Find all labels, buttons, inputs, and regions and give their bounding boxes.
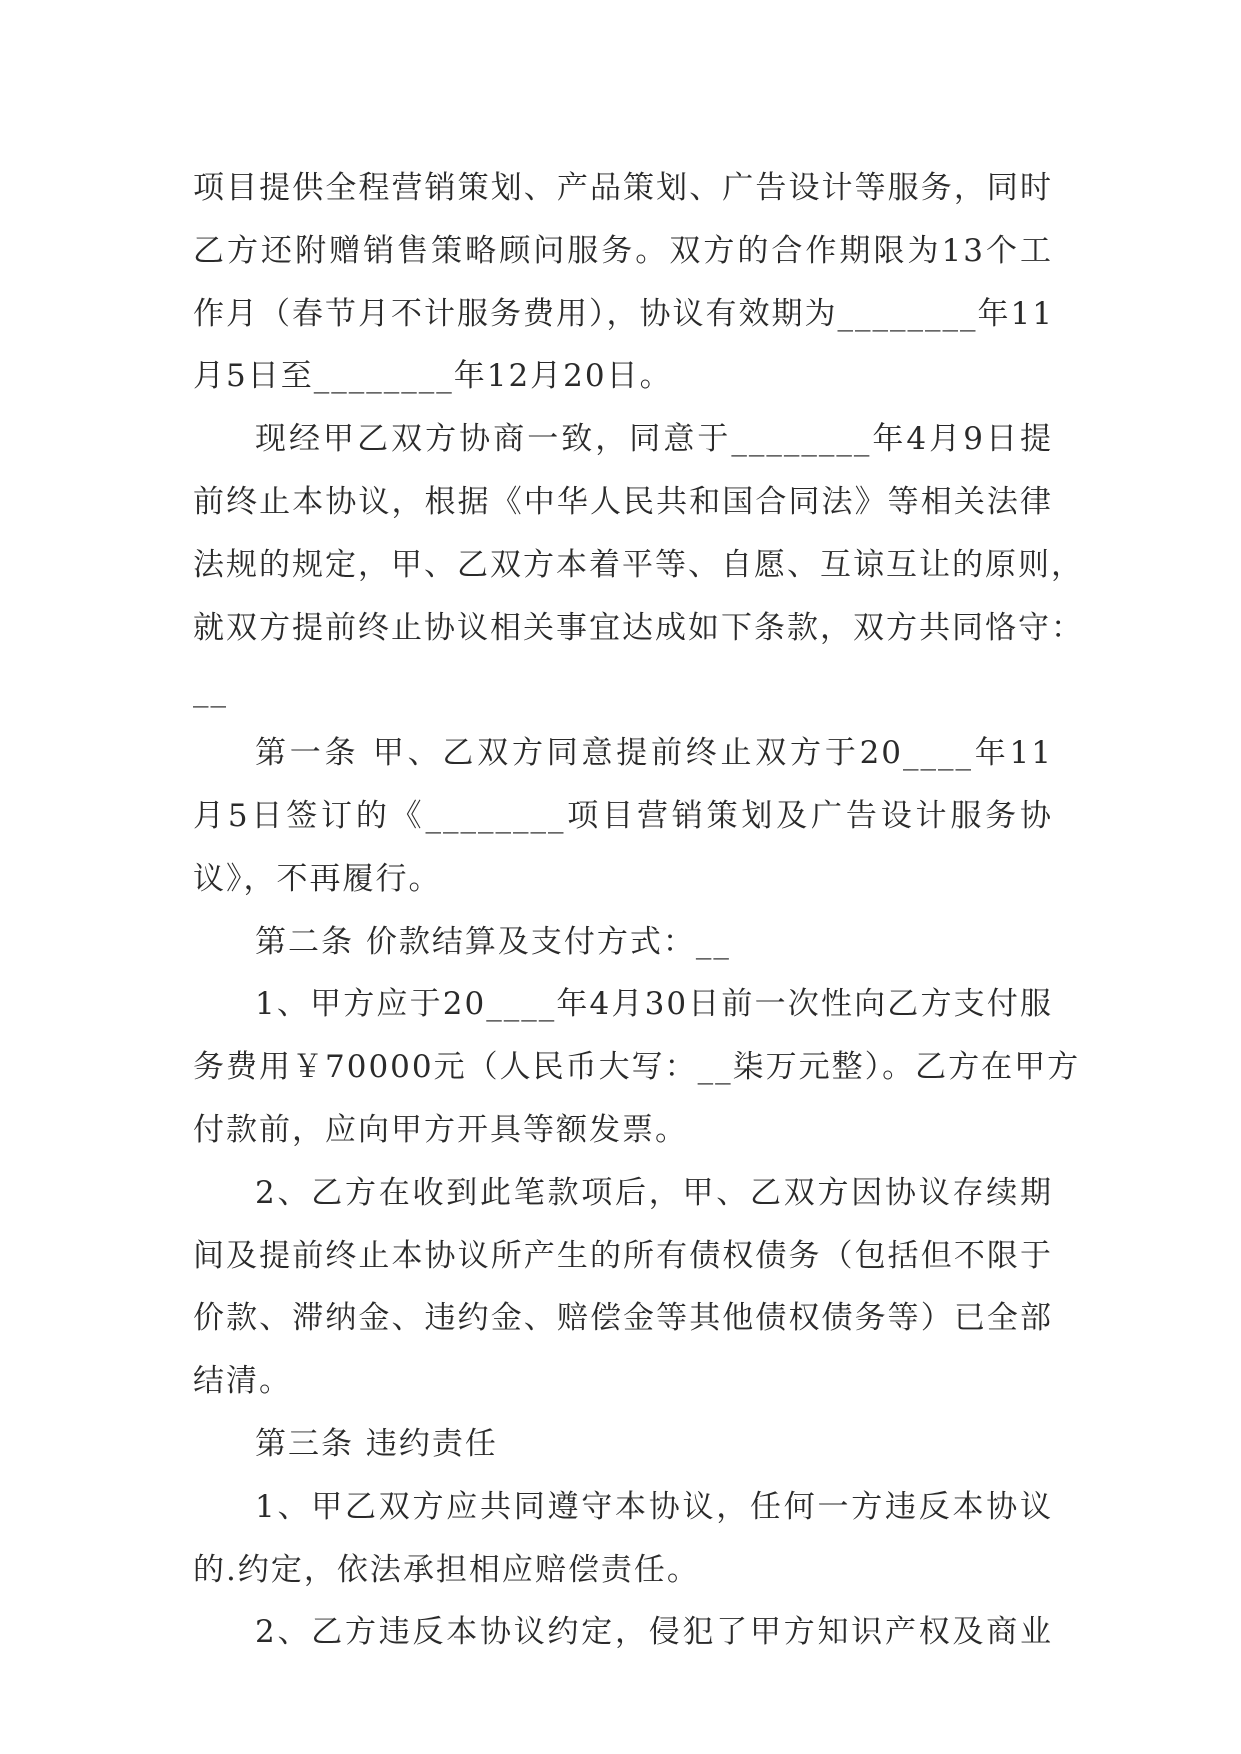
text-line: 现经甲乙双方协商一致，同意于________年4月9日提 (255, 421, 1053, 458)
document-body (193, 157, 1084, 1664)
text-line: 1、甲方应于20____年4月30日前一次性向乙方支付服 (255, 986, 1053, 1023)
text-line: 月5日至________年12月20日。 (193, 358, 673, 395)
text-line: __ (193, 672, 228, 709)
text-line: 第三条 违约责任 (255, 1425, 498, 1462)
text-line: 务费用￥70000元（人民币大写：__柒万元整）。乙方在甲方 (193, 1049, 1081, 1086)
text-line: 的.约定，依法承担相应赔偿责任。 (193, 1551, 700, 1588)
text-line: 乙方还附赠销售策略顾问服务。双方的合作期限为13个工 (193, 232, 1053, 269)
text-line: 作月（春节月不计服务费用），协议有效期为________年11 (193, 295, 1054, 332)
text-line: 就双方提前终止协议相关事宜达成如下条款，双方共同恪守： (193, 609, 1084, 646)
text-line: 项目提供全程营销策划、产品策划、广告设计等服务，同时 (193, 170, 1053, 206)
text-line: 2、乙方违反本协议约定，侵犯了甲方知识产权及商业 (255, 1614, 1053, 1651)
text-line: 1、甲乙双方应共同遵守本协议，任何一方违反本协议 (255, 1488, 1053, 1525)
text-line: 付款前，应向甲方开具等额发票。 (193, 1111, 688, 1148)
text-line: 第一条 甲、乙双方同意提前终止双方于20____年11 (255, 735, 1053, 772)
text-line: 月5日签订的《________项目营销策划及广告设计服务协 (193, 797, 1053, 834)
text-line: 结清。 (193, 1363, 292, 1400)
text-line: 议》，不再履行。 (193, 860, 442, 897)
text-line: 2、乙方在收到此笔款项后，甲、乙双方因协议存续期 (255, 1174, 1053, 1211)
text-line: 前终止本协议，根据《中华人民共和国合同法》等相关法律 (193, 483, 1053, 520)
text-line: 价款、滞纳金、违约金、赔偿金等其他债权债务等）已全部 (193, 1300, 1053, 1337)
text-line: 间及提前终止本协议所产生的所有债权债务（包括但不限于 (193, 1237, 1053, 1274)
text-line: 法规的规定，甲、乙双方本着平等、自愿、互谅互让的原则， (193, 546, 1084, 583)
text-line: 第二条 价款结算及支付方式：__ (255, 923, 731, 960)
